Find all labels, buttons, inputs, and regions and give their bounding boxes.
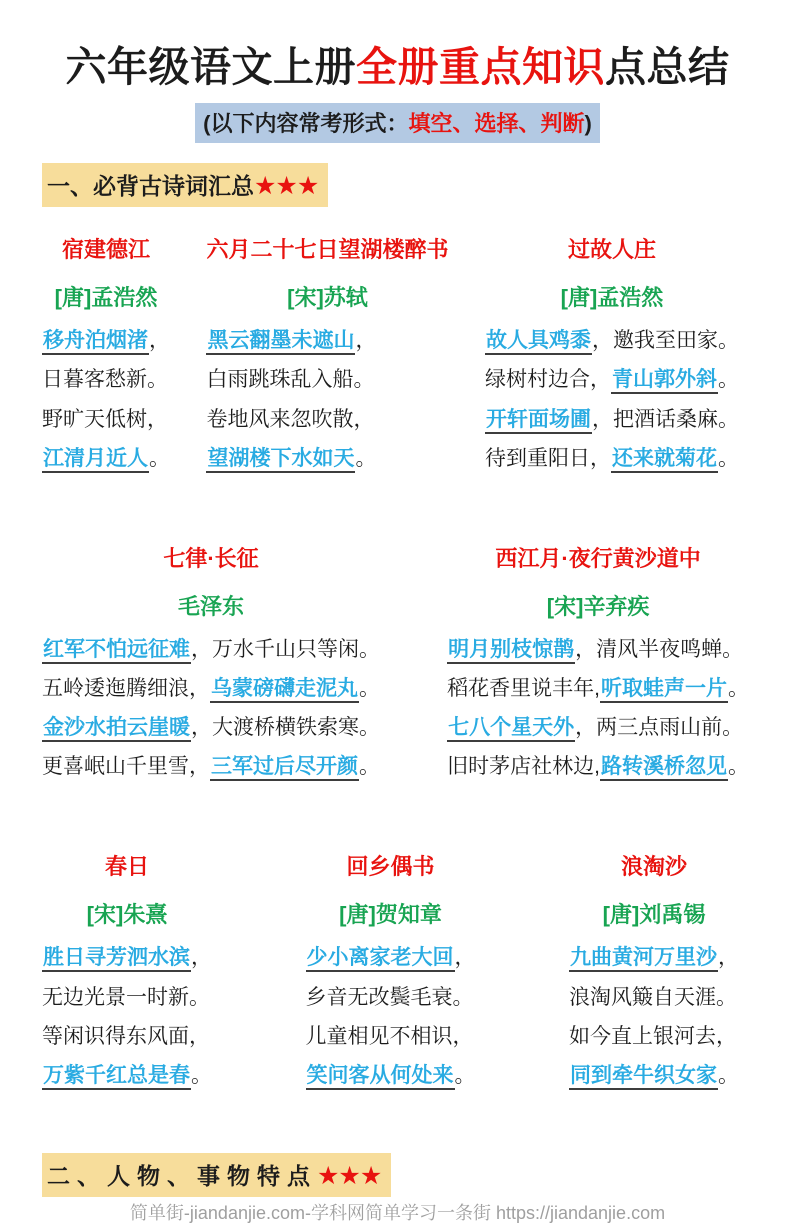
subtitle-row [42, 103, 753, 143]
poem-author: [唐]孟浩然 [54, 285, 158, 311]
poem-line [485, 447, 739, 471]
text-segment: 儿童相见不相识， [305, 1024, 474, 1048]
poem-title: 春日 [104, 854, 149, 880]
poem-row [42, 233, 753, 486]
poem-line [447, 638, 749, 662]
poem-line [42, 329, 170, 353]
key-phrase: 笑问客从何处来 [306, 1064, 455, 1090]
poem-title: 宿建德江 [61, 237, 150, 263]
footer-watermark: 简单街-jiandanjie.com-学科网简单学习一条街 https://jiandanjie.com [129, 1202, 666, 1223]
key-phrase: 九曲黄河万里沙 [569, 946, 718, 972]
text-segment: ， [454, 946, 476, 970]
text-segment: ，万水千山只等闲。 [191, 637, 380, 661]
text-segment: 白雨跳珠乱入船。 [206, 368, 375, 392]
text-segment: 如今直上银河去， [569, 1024, 737, 1048]
text-segment: 。 [191, 1063, 212, 1087]
text-segment: ，大渡桥横铁索寒。 [191, 716, 380, 740]
poem [42, 850, 212, 1103]
key-phrase: 金沙水拍云崖暖 [42, 716, 191, 742]
poem-line [306, 986, 476, 1010]
text-segment: ， [355, 329, 377, 353]
title-text-prefix: 六年级语文上册 [65, 44, 356, 90]
three-stars-icon: ★★★ [254, 172, 319, 201]
section-heading-label: 一、必背古诗词汇总 [47, 173, 254, 200]
poem-line [306, 946, 476, 970]
poem-row [42, 542, 753, 795]
poem-line [447, 755, 749, 779]
text-segment: ， [718, 946, 739, 970]
text-segment: 。 [717, 368, 739, 392]
text-segment: ， [191, 946, 212, 970]
poem-line [485, 368, 739, 392]
text-segment: 。 [355, 446, 377, 470]
text-segment: 。 [454, 1063, 476, 1087]
poem-title: 浪淘沙 [620, 854, 687, 880]
poem [447, 542, 749, 795]
poem-line [306, 1025, 476, 1049]
page-title [42, 42, 753, 93]
poem-title: 西江月·夜行黄沙道中 [495, 545, 701, 571]
poem-line [569, 1064, 739, 1088]
poem-line [206, 368, 448, 392]
poem-line [206, 329, 448, 353]
poem-line [42, 368, 170, 392]
key-phrase: 乌蒙磅礴走泥丸 [210, 677, 359, 703]
key-phrase: 同到牵牛织女家 [569, 1064, 718, 1090]
poem [206, 233, 448, 486]
text-segment: 。 [149, 446, 170, 470]
poem-line [42, 1025, 212, 1049]
poem-row [42, 850, 753, 1103]
text-segment: 旧时茅店社林边, [447, 755, 600, 779]
text-segment: 野旷天低树， [42, 407, 168, 431]
key-phrase: 还来就菊花 [611, 447, 718, 473]
key-phrase: 路转溪桥忽见 [600, 755, 728, 781]
key-phrase: 听取蛙声一片 [600, 677, 728, 703]
key-phrase: 开轩面场圃 [485, 408, 592, 434]
key-phrase: 万紫千红总是春 [42, 1064, 191, 1090]
poem-title: 过故人庄 [567, 237, 656, 263]
poem-line [447, 716, 749, 740]
key-phrase: 移舟泊烟渚 [42, 329, 149, 355]
poem-line [42, 447, 170, 471]
text-segment: 。 [359, 676, 380, 700]
poem-line [485, 329, 739, 353]
poem-line [306, 1064, 476, 1088]
text-segment: 浪淘风簸自天涯。 [569, 985, 737, 1009]
text-segment: ，清风半夜鸣蝉。 [575, 637, 744, 661]
key-phrase: 少小离家老大回 [306, 946, 455, 972]
subtitle [195, 103, 600, 143]
title-highlight: 全册重点知识 [356, 44, 605, 90]
poem [42, 542, 380, 795]
three-stars-icon: ★★★ [317, 1161, 382, 1190]
subtitle-highlight: 填空、选择、判断 [408, 111, 585, 137]
key-phrase: 三军过后尽开颜 [210, 755, 359, 781]
poem-line [42, 408, 170, 432]
poem [485, 233, 739, 486]
poem-line [206, 447, 448, 471]
section-heading-label: 二、人物、事物特点 [47, 1162, 317, 1189]
text-segment: 等闲识得东风面， [42, 1024, 210, 1048]
text-segment: 。 [359, 755, 380, 779]
text-segment: 稻花香里说丰年, [447, 676, 600, 700]
key-phrase: 黑云翻墨未遮山 [206, 329, 355, 355]
poem-line [42, 638, 380, 662]
section-heading-characteristics [42, 1153, 391, 1197]
subtitle-text-suffix: ) [584, 111, 592, 137]
poem-author: [唐]孟浩然 [560, 285, 664, 311]
text-segment: ， [149, 329, 170, 353]
section-heading-poems [42, 163, 328, 207]
text-segment: 。 [717, 446, 739, 470]
poem [42, 233, 170, 486]
text-segment: 绿树村边合， [484, 368, 611, 392]
poem [569, 850, 739, 1103]
text-segment: 卷地风来忽吹散， [206, 407, 375, 431]
poem-line [569, 986, 739, 1010]
text-segment: 日暮客愁新。 [42, 368, 168, 392]
text-segment: 更喜岷山千里雪， [42, 755, 210, 779]
text-segment: 乡音无改鬓毛衰。 [305, 985, 474, 1009]
poem-line [42, 677, 380, 701]
poem-title: 七律·长征 [163, 545, 259, 571]
poem-author: 毛泽东 [177, 593, 244, 619]
subtitle-text-prefix: (以下内容常考形式： [203, 111, 409, 137]
text-segment: 。 [718, 1063, 739, 1087]
key-phrase: 红军不怕远征难 [42, 638, 191, 664]
key-phrase: 明月别枝惊鹊 [447, 638, 575, 664]
poem-line [42, 986, 212, 1010]
text-segment: 。 [728, 755, 749, 779]
poem-line [569, 1025, 739, 1049]
text-segment: ，两三点雨山前。 [575, 716, 744, 740]
poem-line [42, 946, 212, 970]
text-segment: 。 [728, 676, 749, 700]
text-segment: 无边光景一时新。 [42, 985, 210, 1009]
text-segment: 五岭逶迤腾细浪， [42, 676, 210, 700]
text-segment: ，邀我至田家。 [591, 329, 739, 353]
text-segment: ，把酒话桑麻。 [591, 407, 739, 431]
poem-author: [宋]苏轼 [287, 285, 368, 311]
poem-line [569, 946, 739, 970]
poem-line [206, 408, 448, 432]
key-phrase: 七八个星天外 [447, 716, 575, 742]
title-text-suffix: 点总结 [605, 44, 730, 90]
poem-title: 六月二十七日望湖楼醉书 [206, 237, 449, 263]
poem-title: 回乡偶书 [346, 854, 435, 880]
poem-line [447, 677, 749, 701]
poem-line [485, 408, 739, 432]
key-phrase: 故人具鸡黍 [485, 329, 592, 355]
poem-author: [宋]朱熹 [86, 902, 168, 928]
poem-line [42, 755, 380, 779]
key-phrase: 青山郭外斜 [611, 368, 718, 394]
poem-author: [唐]贺知章 [339, 902, 442, 928]
poem-line [42, 1064, 212, 1088]
key-phrase: 望湖楼下水如天 [206, 447, 355, 473]
poem-line [42, 716, 380, 740]
poem [306, 850, 476, 1103]
poem-author: [唐]刘禹锡 [602, 902, 706, 928]
key-phrase: 胜日寻芳泗水滨 [42, 946, 191, 972]
poem-author: [宋]辛弃疾 [546, 593, 650, 619]
text-segment: 待到重阳日， [484, 446, 611, 470]
poem-grid [42, 233, 753, 1103]
key-phrase: 江清月近人 [42, 447, 149, 473]
